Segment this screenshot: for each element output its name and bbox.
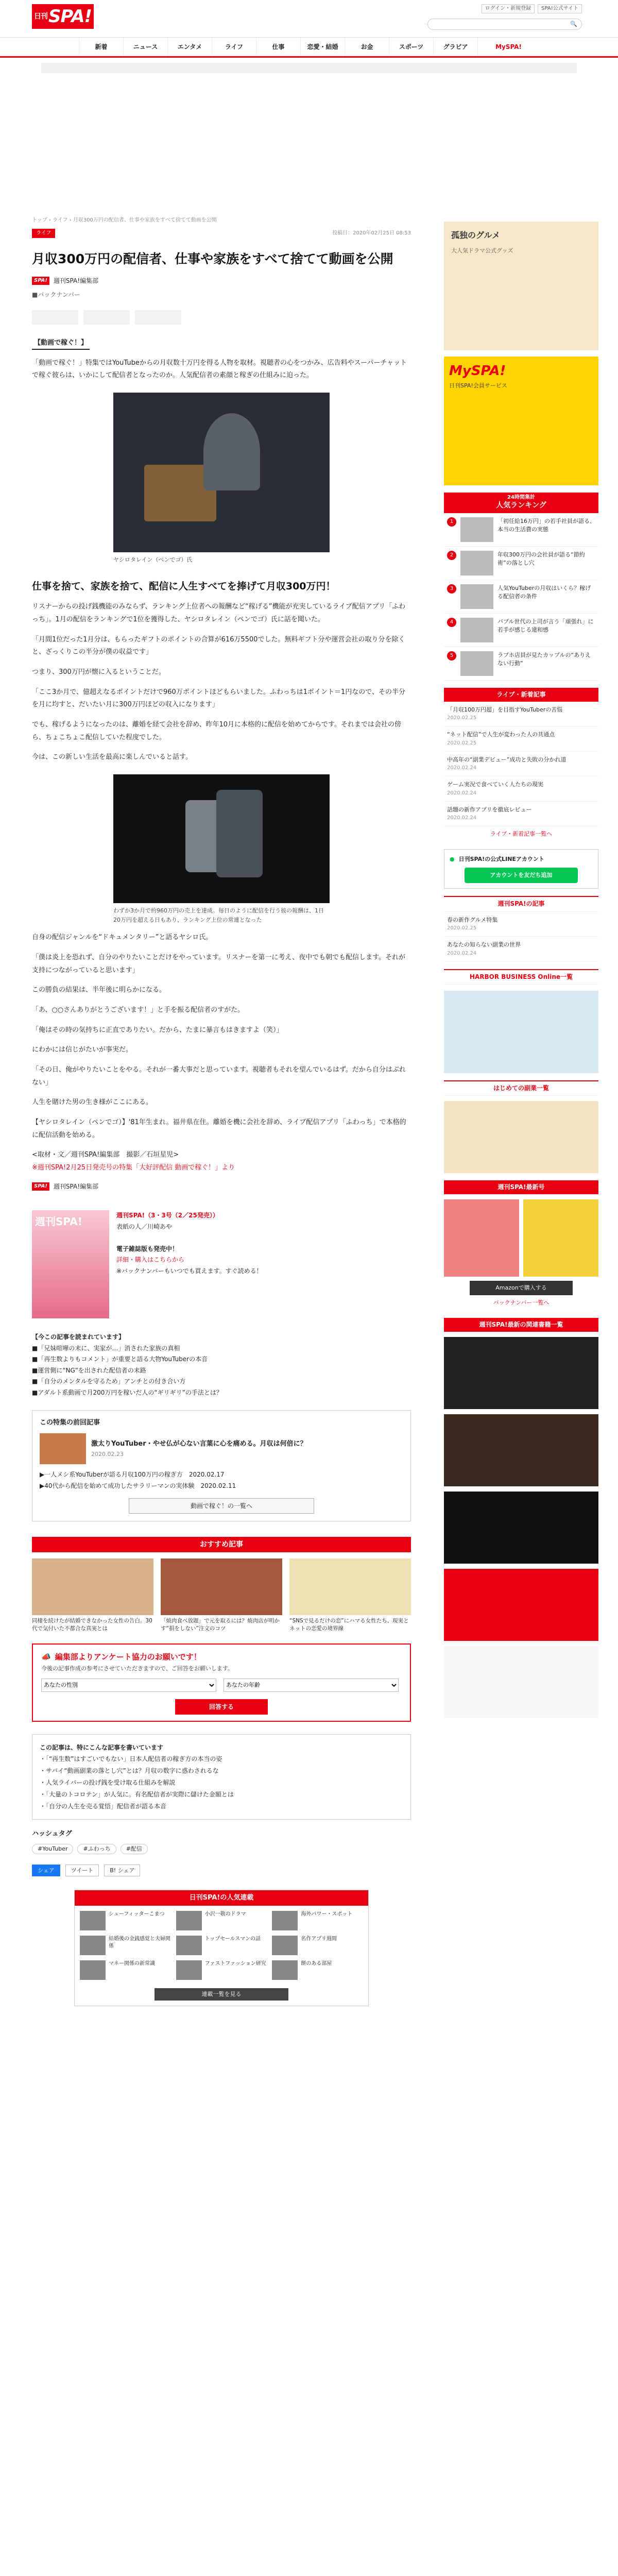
login-link[interactable]: ログイン・新規登録 — [482, 4, 535, 13]
spa-logo-icon: SPA! — [32, 1182, 49, 1191]
megaphone-icon: 📣 — [41, 1652, 51, 1662]
credit-text: <取材・文／週刊SPA!編集部 撮影／石垣星児> — [32, 1151, 179, 1159]
previous-title[interactable]: 激太りYouTuber・やせ仏が心ない言葉に心を痛める。月収は何倍に？ — [91, 1440, 307, 1448]
series-item[interactable]: ファストファッション研究 — [176, 1960, 267, 1980]
ranking-list — [444, 513, 598, 681]
ranking-thumbnail[interactable] — [460, 584, 493, 609]
ad-banner[interactable] — [444, 991, 598, 1073]
list-item[interactable]: ゲーム実況で食べていく人たちの現実 2020.02.24 — [444, 776, 598, 802]
person-shape — [203, 413, 260, 490]
ad-banner[interactable] — [444, 1646, 598, 1718]
sidebar — [444, 222, 598, 1718]
share-buttons-top — [32, 310, 411, 325]
article-image-2 — [113, 774, 330, 903]
list-item[interactable]: あなたの知らない副業の世界 2020.02.24 — [444, 937, 598, 962]
series-item[interactable]: 海外パワー・スポット — [272, 1911, 363, 1930]
myspa-subtitle: 日刊SPA!会員サービス — [449, 382, 507, 389]
hashtag[interactable]: #ふわっち — [77, 1844, 116, 1854]
list-item[interactable]: ■「兄妹喧嘩の末に、実家が…」消された家族の真相 — [32, 1344, 180, 1352]
tweet-button[interactable]: ツイート — [65, 1865, 99, 1877]
global-nav — [0, 37, 618, 58]
ranking-item[interactable]: 2 年収300万円の会社員が語る“節約術”の落とし穴 — [444, 547, 598, 580]
reading-now-title: 【今この記事を読まれています】 — [32, 1333, 125, 1341]
recommend-card[interactable] — [161, 1558, 282, 1634]
recommend-card[interactable] — [32, 1558, 153, 1634]
paragraph: 「あ、○○さんありがとうございます！」と手を振る配信者のすがた。 — [32, 1006, 245, 1014]
hashtag-list — [32, 1844, 411, 1854]
amazon-buy-button[interactable]: Amazonで購入する — [470, 1281, 573, 1295]
hashtag[interactable]: #配信 — [121, 1844, 148, 1854]
series-thumbnail[interactable] — [80, 1960, 106, 1980]
hashtag-heading: ハッシュタグ — [32, 1830, 72, 1838]
paragraph: リスナーからの投げ銭機能のみならず、ランキング上位者への報酬など“稼げる”機能が充実しているライブ配信アプリ「ふわっち」。1月の配信をランキングで1位を獲得した、ヤシロタレイン（ペンでゴ）氏に話を聞いた。 — [32, 603, 406, 623]
nav-work[interactable]: 仕事 — [256, 38, 300, 56]
list-item[interactable]: ・「大量のトコロテン」が人気に。有名配信者が実際に儲けた金額とは — [40, 1790, 234, 1798]
gender-select[interactable] — [41, 1679, 216, 1692]
previous-thumbnail[interactable] — [40, 1433, 86, 1464]
top-ad-banner[interactable] — [41, 63, 577, 73]
ad-banner[interactable] — [444, 1414, 598, 1486]
paragraph: 人生を賭けた男の生き様がここにある。 — [32, 1098, 153, 1107]
ranking-heading: 24時間集計 人気ランキング — [444, 493, 598, 513]
phone-shape — [216, 790, 263, 877]
author-name[interactable]: 週刊SPA!編集部 — [53, 1182, 99, 1190]
section-heading: 週刊SPA!の記事 — [444, 896, 598, 911]
ranking-item[interactable]: 1 「初任給16万円」の若手社員が語る、本当の生活費の実態 — [444, 513, 598, 547]
popular-series-box — [74, 1890, 369, 2006]
list-item[interactable]: ・サバイ“動画副業の落とし穴”とは？月収の数字に惑わされるな — [40, 1767, 219, 1775]
previous-heading: この特集の前回記事 — [40, 1418, 100, 1427]
cover-title: 週刊SPA! — [35, 1215, 82, 1228]
line-add-friend-button[interactable]: アカウントを友だち追加 — [465, 868, 578, 883]
list-item[interactable]: ■アダルト系動画で月200万円を稼いだ人の“ギリギリ”の手法とは？ — [32, 1388, 222, 1396]
myspa-title: MySPA! — [449, 363, 506, 379]
backnumber-note: ※バックナンバーもいつでも買えます。すぐ読める！ — [116, 1267, 263, 1275]
share-button[interactable] — [83, 310, 130, 325]
series-thumbnail[interactable] — [176, 1911, 202, 1930]
ranking-thumbnail[interactable] — [460, 651, 493, 676]
book-cover[interactable] — [523, 1199, 598, 1277]
magazine-cover[interactable] — [32, 1210, 109, 1318]
facebook-share-button[interactable]: シェア — [32, 1865, 60, 1877]
series-item[interactable]: 小沢一敬のドラマ — [176, 1911, 267, 1930]
recommend-thumbnail[interactable] — [289, 1558, 411, 1615]
recommend-thumbnail[interactable] — [161, 1558, 282, 1615]
series-thumbnail[interactable] — [272, 1960, 298, 1980]
list-item[interactable]: ■「再生数よりもコメント」が重要と語る大物YouTuberの本音 — [32, 1355, 208, 1363]
series-item[interactable]: トップセールスマンの話 — [176, 1936, 267, 1955]
list-item[interactable]: ▶40代から配信を始めて成功したサラリーマンの実体験 2020.02.11 — [40, 1482, 236, 1489]
paragraph: この勝負の結果は、半年後に明らかになる。 — [32, 986, 166, 994]
list-item[interactable]: 中高年の“副業デビュー”成功と失敗の分かれ道 2020.02.24 — [444, 752, 598, 777]
profile-paragraph: 【ヤシロタレイン（ペンでゴ）】'81年生まれ。福井県在住。離婚を機に会社を辞め、ライブ配信アプリ「ふわっち」で本格的に配信活動を始める。 — [32, 1118, 406, 1139]
purchase-link[interactable]: 詳細・購入はこちらから — [116, 1256, 185, 1264]
survey-description: 今後の記事作成の参考にさせていただきますので、ご回答をお願いします。 — [41, 1665, 233, 1672]
list-item[interactable]: ■「自分のメンタルを守るため」アンチとの付き合い方 — [32, 1378, 186, 1385]
image-caption: ヤシロタレイン（ペンでゴ）氏 — [113, 556, 193, 564]
ad-banner[interactable] — [444, 222, 598, 350]
section-heading: HARBOR BUSINESS Online一覧 — [444, 969, 598, 985]
ad-banner[interactable] — [444, 1492, 598, 1564]
article-heading: 仕事を捨て、家族を捨て、配信に人生すべてを捧げて月収300万円！ — [32, 580, 336, 592]
paragraph: でも、稼げるようになったのは、離婚を経て会社を辞め、昨年10月に本格的に配信を始めてからです。それまでは会社の傍ら、ちょこちょこ配信していた程度でした。 — [32, 720, 401, 741]
series-thumbnail[interactable] — [176, 1960, 202, 1980]
related-heading: この記事は、特にこんな記事を書いています — [40, 1743, 164, 1751]
magazine-box — [32, 1210, 411, 1318]
list-item[interactable]: 「月収100万円超」を目指すYouTuberの苦悩 2020.02.25 — [444, 702, 598, 727]
live-list — [444, 702, 598, 827]
header-right — [427, 4, 582, 30]
reading-now-list — [32, 1332, 411, 1399]
paragraph: つまり、300万円が懐に入るということだ。 — [32, 668, 165, 676]
line-heading: ● 日刊SPA!の公式LINEアカウント — [450, 855, 593, 864]
nav-life[interactable]: ライフ — [212, 38, 256, 56]
article-image-1 — [113, 393, 330, 552]
breadcrumb[interactable]: トップ › ライフ › 月収300万円の配信者、仕事や家族をすべて捨てて動画を公開 — [32, 217, 217, 223]
nav-love[interactable]: 恋愛・結婚 — [300, 38, 345, 56]
section-list — [444, 912, 598, 962]
list-item[interactable]: ・人気ライバーの投げ銭を受け取る仕組みを解説 — [40, 1779, 176, 1787]
paragraph: 「月間1位だった1月分は、もらったギフトのポイントの合算が616万5500でした。無料ギフト分や運営会社の取り分を除くと、ざっくりこの半分が僕の収益です」 — [32, 635, 405, 656]
series-item[interactable]: シューフィッターこまつ — [80, 1911, 171, 1930]
survey-submit-button[interactable]: 回答する — [175, 1699, 268, 1715]
recommend-title[interactable]: 「焼肉食べ放題」で元を取るには？焼肉店が明かす“損をしない”注文のコツ — [161, 1617, 280, 1632]
post-date: 投稿日：2020年02月25日 08:53 — [332, 230, 411, 236]
survey-title: 📣 編集部よりアンケート協力のお願いです！ — [41, 1651, 402, 1663]
survey-box — [32, 1643, 411, 1722]
paragraph: にわかには信じがたいが事実だ。 — [32, 1046, 133, 1054]
list-item[interactable]: “ネット配信”で人生が変わった人の共通点 2020.02.25 — [444, 726, 598, 752]
related-articles — [32, 1734, 411, 1820]
source-link[interactable]: ※週刊SPA!2月25日発売号の特集「大好評配信 動画で稼ぐ！」より — [32, 1164, 235, 1172]
backnumber-link[interactable]: ■バックナンバー — [32, 291, 80, 298]
popular-heading: 日刊SPA!の人気連載 — [75, 1890, 368, 1906]
series-list-button[interactable]: 連載一覧を見る — [154, 1988, 288, 2001]
series-list-button[interactable]: 動画で稼ぐ！の一覧へ — [129, 1498, 314, 1514]
series-thumbnail[interactable] — [272, 1911, 298, 1930]
paragraph: 「ここ3か月で、億超えなるポイントだけで960万ポイントほどもらいました。ふわっちは1ポイント＝1円なので、その半分を月に均すと、だいたい月に300万円ほどの収入になります」 — [32, 688, 405, 709]
ad-subtitle: 大人気ドラマ公式グッズ — [451, 247, 513, 254]
site-logo[interactable]: $^{日刊}$SPA! — [32, 4, 94, 29]
ranking-thumbnail[interactable] — [460, 618, 493, 642]
share-button[interactable] — [135, 310, 181, 325]
rank-number: 1 — [447, 517, 456, 527]
rank-number: 4 — [447, 618, 456, 627]
hatena-share-button[interactable]: B! シェア — [104, 1865, 140, 1877]
survey-questions — [41, 1679, 402, 1692]
image-caption: わずか3か月で約960万円の売上を達成。毎日のように配信を行う彼の報酬は、1日20万円を超える日もあり、ランキング上位の常連となった — [113, 907, 324, 923]
nav-myspa[interactable]: MySPA! — [477, 38, 539, 56]
magazine-volume[interactable]: 週刊SPA!（3・3号（2／25発売）） — [116, 1212, 219, 1219]
ad-banner[interactable] — [444, 1101, 598, 1173]
share-row — [32, 1865, 411, 1877]
paragraph: 「僕は炎上を恐れず、自分のやりたいことだけをやっています。リスナーを第一に考え、夜中でも朝でも配信します。それが支持につながっていると思います」 — [32, 953, 406, 974]
nav-news[interactable]: ニュース — [123, 38, 167, 56]
ranking-thumbnail[interactable] — [460, 551, 493, 575]
book-grid — [444, 1199, 598, 1277]
recommend-heading: おすすめ記事 — [32, 1537, 411, 1552]
category-badge[interactable]: ライフ — [32, 229, 55, 238]
series-item[interactable]: 結婚後の金銭感覚と夫婦関係 — [80, 1936, 171, 1955]
ranking-item[interactable]: 5 ラブホ店員が見たカップルの“ありえない行動” — [444, 647, 598, 681]
intro-paragraph: 「動画で稼ぐ！」特集ではYouTubeからの月収数十万円を得る人物を取材。視聴者の心をつかみ、広告料やスーパーチャットで稼ぐ彼らは、いかにして配信者となったのか。人気配信者の素顔と稼ぎの仕組みに迫った。 — [32, 359, 407, 380]
paragraph: 自身の配信ジャンルを“ドキュメンタリー”と語るヤシロ氏。 — [32, 934, 213, 942]
nav-new[interactable]: 新着 — [79, 38, 123, 56]
series-thumbnail[interactable] — [80, 1936, 106, 1955]
ad-banner[interactable] — [444, 1569, 598, 1641]
share-button[interactable] — [32, 310, 78, 325]
site-header — [0, 0, 618, 37]
article-meta — [32, 229, 411, 238]
previous-date: 2020.02.23 — [91, 1450, 124, 1458]
backnumber-link[interactable]: バックナンバー一覧へ — [493, 1299, 550, 1307]
rank-number: 2 — [447, 551, 456, 560]
live-heading: ライブ・新着記事 — [444, 688, 598, 702]
list-item[interactable]: ・「自分の人生を売る覚悟」配信者が語る本音 — [40, 1802, 167, 1810]
official-site-link[interactable]: SPA!公式サイト — [538, 4, 582, 13]
spa-logo-icon: SPA! — [32, 277, 49, 285]
previous-links — [40, 1469, 403, 1492]
series-thumbnail[interactable] — [272, 1936, 298, 1955]
header-links — [427, 4, 582, 13]
line-icon: ● — [450, 855, 455, 862]
list-item[interactable]: 話題の新作アプリを徹底レビュー 2020.02.24 — [444, 802, 598, 827]
search-box[interactable] — [427, 19, 582, 30]
ad-banner[interactable] — [444, 1337, 598, 1409]
series-thumbnail[interactable] — [176, 1936, 202, 1955]
rank-number: 5 — [447, 651, 456, 660]
line-account-box — [444, 849, 598, 889]
list-item[interactable]: ■運営側に“NG”を出された配信者の末路 — [32, 1366, 146, 1374]
magazine-info — [116, 1210, 411, 1318]
ebook-note: 電子雑誌版も発売中！ — [116, 1245, 179, 1252]
myspa-banner[interactable] — [444, 357, 598, 485]
list-item[interactable]: ・「“再生数”はすごいでもない」日本人配信者の稼ぎ方の本当の姿 — [40, 1755, 222, 1763]
search-icon[interactable]: 🔍 — [570, 21, 577, 28]
author-row — [32, 276, 411, 286]
age-select[interactable] — [224, 1679, 399, 1692]
section-heading: 【動画で稼ぐ！】 — [32, 338, 90, 350]
section-heading: 週刊SPA!最新の関連書籍一覧 — [444, 1318, 598, 1332]
hashtag[interactable]: #YouTuber — [32, 1844, 73, 1854]
paragraph: 今は、この新しい生活を最高に楽しんでいると話す。 — [32, 753, 192, 761]
recommend-thumbnail[interactable] — [32, 1558, 153, 1615]
recommend-title[interactable]: “SNSで見るだけの恋”にハマる女性たち、現実とネットの恋愛の境界線 — [289, 1617, 409, 1632]
previous-item[interactable] — [40, 1433, 403, 1464]
recommend-title[interactable]: 同棲を続けたが結婚できなかった女性の告白。30代で気付いた不都合な真実とは — [32, 1617, 152, 1632]
series-item[interactable]: 餅のある部屋 — [272, 1960, 363, 1980]
ranking-thumbnail[interactable] — [460, 517, 493, 542]
author-name[interactable]: 週刊SPA!編集部 — [53, 277, 99, 284]
list-item[interactable]: 春の新作グルメ特集 2020.02.25 — [444, 912, 598, 937]
series-item[interactable]: 名作アプリ週間 — [272, 1936, 363, 1955]
series-thumbnail[interactable] — [80, 1911, 106, 1930]
recommend-card[interactable] — [289, 1558, 411, 1634]
section-heading: はじめての副業一覧 — [444, 1080, 598, 1096]
rank-number: 3 — [447, 584, 456, 594]
nav-entame[interactable]: エンタメ — [167, 38, 212, 56]
paragraph: 「俺はその時の気持ちに正直でありたい。だから、たまに暴言もはきますよ（笑）」 — [32, 1026, 283, 1034]
book-cover[interactable] — [444, 1199, 519, 1277]
recommend-grid — [32, 1558, 411, 1634]
paragraph: 「その日、俺がやりたいことをやる。それが一番大事だと思っています。視聴者もそれを望んでいるはず。だから自分はぶれない」 — [32, 1066, 406, 1087]
nav-money[interactable]: お金 — [345, 38, 389, 56]
popular-grid — [75, 1906, 368, 1985]
previous-article-box — [32, 1410, 411, 1521]
ranking-item[interactable]: 4 バブル世代の上司が言う「頑張れ」に若手が感じる違和感 — [444, 614, 598, 647]
series-item[interactable]: マネー関係の新常識 — [80, 1960, 171, 1980]
ad-title: 孤独のグルメ — [451, 230, 501, 240]
author-footer — [32, 1182, 411, 1192]
live-more-link[interactable]: ライブ・新着記事一覧へ — [490, 831, 553, 838]
nav-gravure[interactable]: グラビア — [433, 38, 477, 56]
nav-sports[interactable]: スポーツ — [389, 38, 433, 56]
magazine-cover-person: 表紙の人／川崎あや — [116, 1223, 173, 1230]
search-input[interactable] — [432, 21, 570, 27]
page-title: 月収300万円の配信者、仕事や家族をすべて捨てて動画を公開 — [32, 251, 393, 266]
article-main — [32, 216, 411, 2006]
list-item[interactable]: ▶一人メシ系YouTuberが語る月収100万円の稼ぎ方 2020.02.17 — [40, 1471, 225, 1479]
books-heading: 週刊SPA!最新号 — [444, 1180, 598, 1194]
ranking-item[interactable]: 3 人気YouTuberの月収はいくら？稼げる配信者の条件 — [444, 580, 598, 614]
